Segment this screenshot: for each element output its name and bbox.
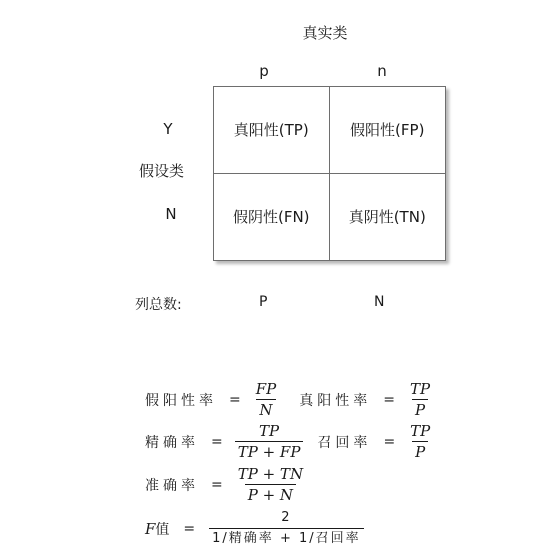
recall-name: 召回率 — [317, 434, 372, 451]
precision-name: 精确率 — [145, 434, 199, 451]
recall-denominator: P — [412, 441, 428, 461]
accuracy-equals: = — [211, 476, 223, 493]
fpr-fraction — [253, 380, 280, 419]
precision-equals: = — [211, 433, 223, 450]
f-value-numerator: 2 — [281, 510, 292, 525]
f-value-equals: = — [183, 520, 196, 537]
column-totals-label: 列总数: — [135, 297, 182, 313]
cell-true-positive: 真阳性(TP) — [214, 87, 330, 174]
tpr-numerator: TP — [409, 380, 431, 398]
formula-row-precision-recall — [145, 422, 433, 461]
hypothesis-class-title: 假设类 — [139, 162, 185, 180]
tpr-name: 真阳性率 — [299, 392, 372, 409]
accuracy-numerator: TP + TN — [237, 465, 304, 483]
accuracy-fraction — [235, 465, 306, 504]
precision-denominator: TP + FP — [235, 441, 304, 461]
fpr-denominator: N — [256, 399, 275, 419]
cell-true-negative: 真阴性(TN) — [348, 208, 426, 227]
fpr-numerator: FP — [255, 380, 277, 398]
formula-row-accuracy — [145, 465, 306, 504]
column-header-n: n — [377, 62, 387, 80]
precision-numerator: TP — [259, 422, 280, 440]
confusion-matrix — [213, 86, 446, 261]
tpr-fraction — [407, 380, 433, 419]
formula-row-f-value — [145, 509, 364, 548]
cell-false-positive: 假阳性(FP) — [330, 87, 446, 174]
actual-class-title: 真实类 — [302, 24, 348, 42]
f-value-variable: F — [145, 519, 156, 538]
f-value-fraction — [209, 509, 363, 548]
formula-row-rates — [145, 380, 433, 419]
fpr-equals: = — [229, 391, 241, 408]
recall-fraction — [407, 422, 433, 461]
precision-fraction — [235, 422, 304, 461]
fpr-name: 假阳性率 — [145, 392, 217, 409]
tpr-equals: = — [383, 391, 395, 408]
column-total-p: P — [259, 294, 268, 310]
f-value-suffix: 值 — [155, 521, 170, 538]
cell-false-negative: 假阴性(FN) — [214, 174, 330, 261]
recall-numerator: TP — [410, 422, 431, 440]
accuracy-denominator: P + N — [245, 484, 296, 504]
tpr-denominator: P — [412, 399, 428, 419]
f-value-denominator: 1/精确率 + 1/召回率 — [209, 528, 363, 548]
row-header-y: Y — [163, 120, 173, 138]
column-header-p: p — [259, 62, 269, 80]
row-header-n: N — [165, 205, 177, 223]
recall-equals: = — [383, 433, 396, 450]
column-total-n: N — [374, 294, 385, 310]
accuracy-name: 准确率 — [145, 477, 199, 494]
